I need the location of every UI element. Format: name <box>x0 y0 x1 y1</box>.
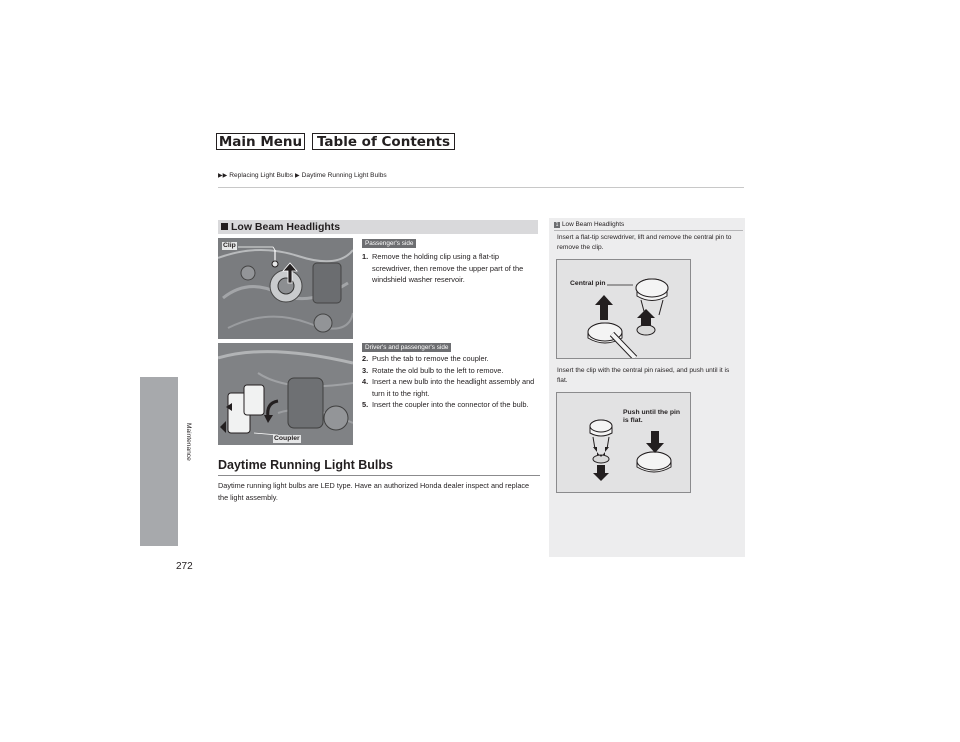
bulb-coupler-illustration <box>218 343 353 445</box>
step-number: 2. <box>362 354 369 363</box>
section-square-icon <box>221 223 228 230</box>
breadcrumb-arrow-icon: ▶▶ <box>218 173 228 179</box>
clip-insert-diagram <box>556 392 691 493</box>
clip-insert-illustration <box>557 393 690 492</box>
step-item <box>362 376 540 399</box>
step-number: 1. <box>362 252 369 261</box>
section-title: Low Beam Headlights <box>231 221 341 233</box>
breadcrumb-item-daytime-running-light-bulbs[interactable]: Daytime Running Light Bulbs <box>301 172 387 179</box>
step-item <box>362 399 540 411</box>
engine-bay-illustration <box>218 238 353 339</box>
engine-bay-photo-clip <box>218 238 353 339</box>
header-rule <box>218 187 744 188</box>
headlight-bulb-photo <box>218 343 353 445</box>
drl-paragraph: Daytime running light bulbs are LED type. Have an authorized Honda dealer inspect and replace the light assembly. <box>218 481 530 502</box>
step-item <box>362 365 540 377</box>
note-sidebar <box>549 218 745 557</box>
step-text: Push the tab to remove the coupler. <box>372 354 489 363</box>
note-reference-icon: 1 <box>555 221 559 228</box>
step-number: 3. <box>362 365 369 375</box>
step-text: Remove the holding clip using a flat-tip screwdriver, then remove the upper part of the windshield washer reservoir. <box>372 252 524 285</box>
clip-removal-illustration <box>557 260 690 358</box>
step-number: 5. <box>362 400 369 410</box>
clip-label: Clip <box>223 242 236 249</box>
step-text: Insert a new bulb into the headlight assembly and turn it to the right. <box>372 377 535 398</box>
drl-heading-rule <box>218 475 540 476</box>
clip-removal-diagram <box>556 259 691 359</box>
central-pin-label: Central pin <box>570 280 606 287</box>
breadcrumb-item-replacing-light-bulbs[interactable]: Replacing Light Bulbs <box>229 172 294 179</box>
table-of-contents-button[interactable]: Table of Contents <box>312 133 455 150</box>
step-text: Rotate the old bulb to the left to remove. <box>372 365 504 375</box>
push-until-flat-label: Push until the pin is flat. <box>623 409 681 424</box>
note-text-insert-clip: Insert the clip with the central pin raised, and push until it is flat. <box>557 367 730 384</box>
page-number: 272 <box>176 561 193 572</box>
step-item <box>362 353 540 365</box>
step-number: 4. <box>362 377 369 387</box>
drl-heading: Daytime Running Light Bulbs <box>218 458 393 472</box>
breadcrumb-arrow-icon: ▶ <box>295 173 300 179</box>
steps-passenger <box>362 251 540 286</box>
coupler-label: Coupler <box>274 435 300 442</box>
note-heading-text: Low Beam Headlights <box>562 221 625 228</box>
chapter-tab <box>140 377 178 546</box>
note-text-remove-clip: Insert a flat-tip screwdriver, lift and remove the central pin to remove the clip. <box>557 234 732 251</box>
step-item <box>362 251 540 286</box>
chapter-label: Maintenance <box>185 423 192 461</box>
passenger-side-tag: Passenger's side <box>362 239 416 248</box>
step-text: Insert the coupler into the connector of the bulb. <box>372 400 529 410</box>
breadcrumb <box>218 172 387 179</box>
section-header-low-beam <box>218 220 538 234</box>
note-heading <box>554 221 624 228</box>
steps-both-sides <box>362 353 540 411</box>
both-sides-tag: Driver's and passenger's side <box>362 343 451 352</box>
main-menu-button[interactable]: Main Menu <box>216 133 305 150</box>
note-heading-rule <box>554 230 743 231</box>
